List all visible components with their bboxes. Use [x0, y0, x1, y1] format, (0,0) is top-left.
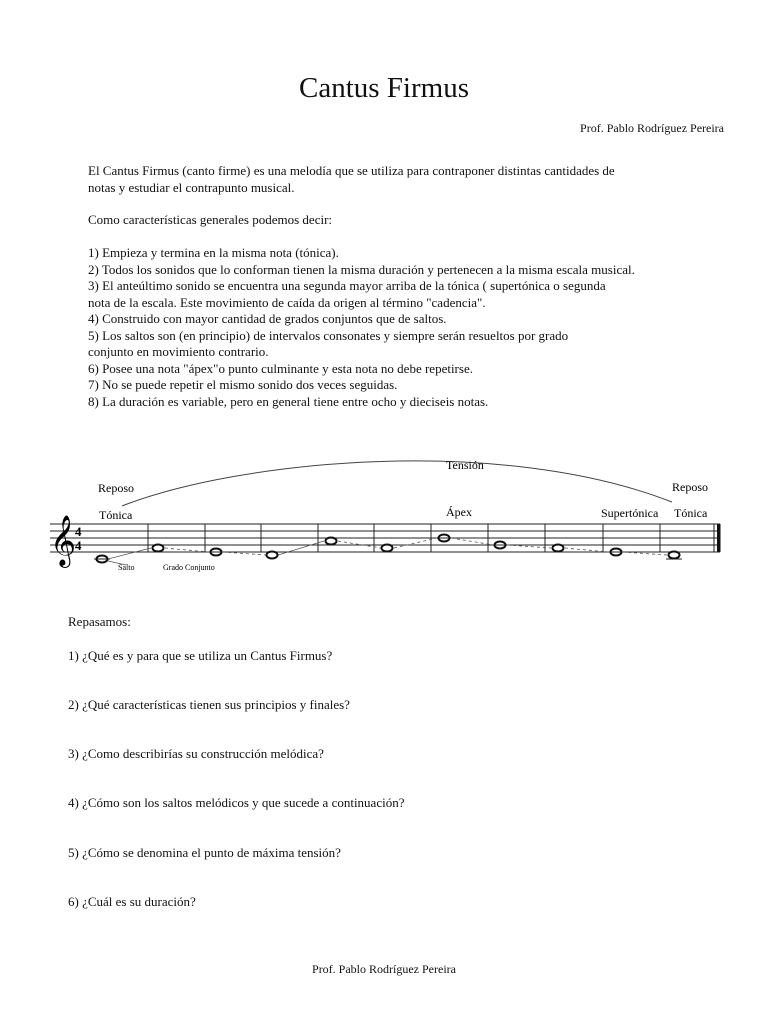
cantus-firmus-diagram [0, 440, 768, 590]
document-title: Cantus Firmus [299, 72, 469, 104]
supertonic-label: Supertónica [601, 506, 659, 520]
rest-left-label: Reposo [98, 481, 134, 495]
list-item: 6) Posee una nota "ápex"o punto culminante y esta nota no debe repetirse. [88, 360, 473, 376]
list-item: 8) La duración es variable, pero en general tiene entre ocho y dieciseis notas. [88, 393, 489, 409]
apex-label: Ápex [446, 505, 472, 519]
author-header: Prof. Pablo Rodríguez Pereira [580, 121, 724, 135]
list-item: 4) Construido con mayor cantidad de grados conjuntos que de saltos. [88, 311, 447, 326]
intro-line: El Cantus Firmus (canto firme) es una melodía que se utiliza para contraponer distintas cantidades de [88, 163, 615, 178]
list-item: conjunto en movimiento contrario. [88, 344, 269, 359]
list-item: 3) El anteúltimo sonido se encuentra una segunda mayor arriba de la tónica ( supertónica o segunda [88, 278, 606, 293]
time-signature-bottom: 4 [75, 538, 82, 553]
note-tonic-end [669, 552, 680, 559]
review-question: 5) ¿Cómo se denomina el punto de máxima tensión? [68, 845, 341, 860]
list-item: 2) Todos los sonidos que lo conforman tienen la misma duración y pertenecen a la misma escala musical. [88, 261, 635, 277]
review-question: 6) ¿Cuál es su duración? [68, 894, 196, 909]
note [553, 545, 564, 552]
review-question: 3) ¿Como describirías su construcción melódica? [68, 746, 324, 761]
review-question: 4) ¿Cómo son los saltos melódicos y que sucede a continuación? [68, 795, 405, 810]
note [382, 545, 393, 552]
author-footer: Prof. Pablo Rodríguez Pereira [312, 962, 456, 976]
intro-paragraph [88, 163, 615, 196]
treble-clef-icon: 𝄞 [50, 515, 77, 566]
note [153, 545, 164, 552]
list-item: 1) Empieza y termina en la misma nota (tónica). [88, 245, 339, 260]
list-item: 7) No se puede repetir el mismo sonido dos veces seguidas. [88, 377, 398, 392]
tension-arc [122, 461, 672, 506]
time-signature-top: 4 [75, 524, 82, 539]
list-item: 5) Los saltos son (en principio) de intervalos consonates y siempre serán resueltos por grado [88, 327, 569, 343]
general-heading: Como características generales podemos decir: [88, 212, 333, 227]
review-question: 2) ¿Qué características tienen sus principios y finales? [68, 697, 350, 712]
review-title: Repasamos: [68, 614, 131, 629]
step-label: Grado Conjunto [163, 563, 215, 572]
characteristics-list [88, 245, 635, 410]
notes [97, 535, 680, 563]
final-barline [717, 524, 721, 552]
tonic-left-label: Tónica [99, 508, 133, 522]
rest-right-label: Reposo [672, 480, 708, 494]
tonic-right-label: Tónica [674, 506, 708, 520]
list-item: nota de la escala. Este movimiento de caída da origen al término "cadencia". [88, 294, 486, 310]
note [267, 552, 278, 559]
intro-line: notas y estudiar el contrapunto musical. [88, 179, 295, 195]
review-question: 1) ¿Qué es y para que se utiliza un Cantus Firmus? [68, 648, 333, 663]
leap-label: Salto [118, 563, 135, 572]
note [326, 538, 337, 545]
tension-label: Tensión [446, 458, 484, 472]
